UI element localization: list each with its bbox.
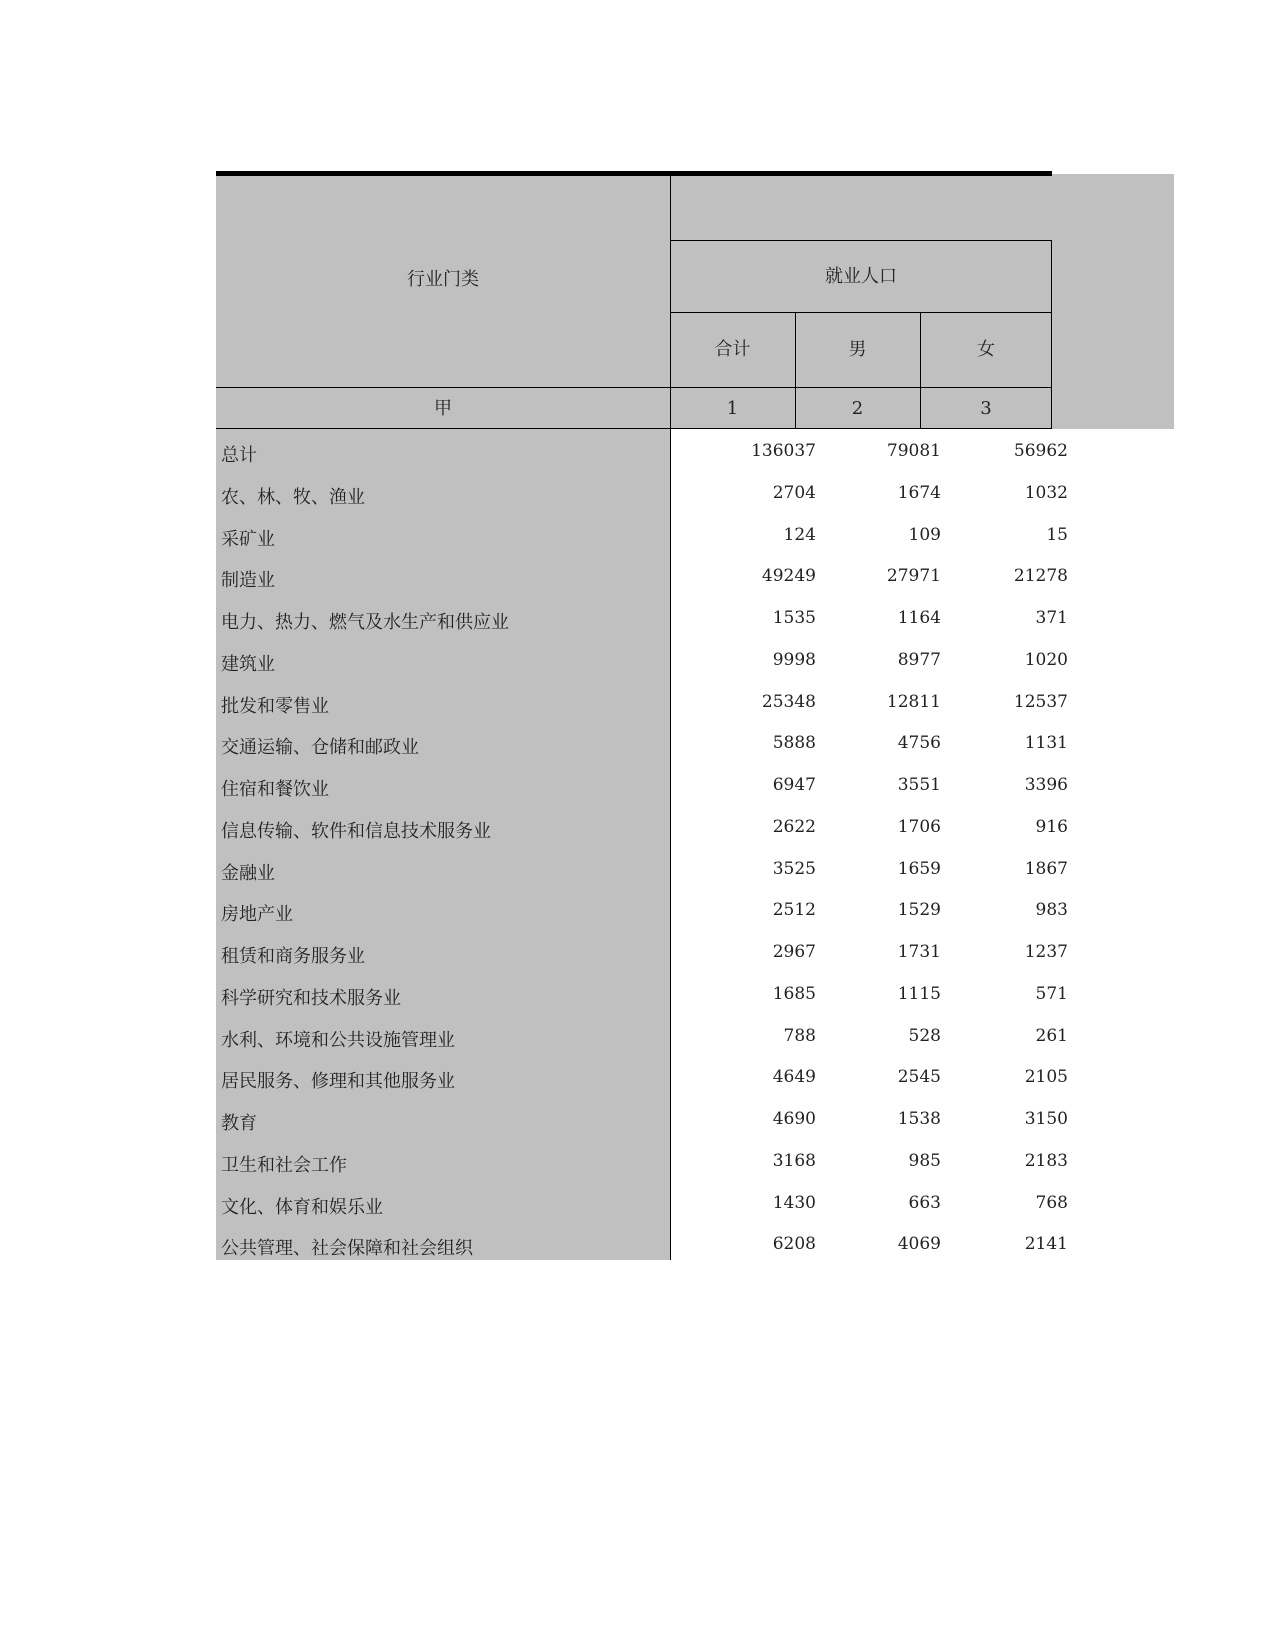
male-value: 27971 [886, 566, 941, 587]
table-row [216, 557, 1068, 599]
total-value: 4690 [772, 1109, 816, 1129]
total-value: 1685 [772, 983, 816, 1004]
total-header: 合计 [714, 339, 751, 360]
table-row [216, 1225, 1068, 1267]
row-label: 教育 [221, 1113, 257, 1134]
total-value: 3168 [772, 1150, 816, 1171]
employed-top-line [670, 240, 1052, 241]
row-label: 文化、体育和娱乐业 [221, 1196, 383, 1218]
male-value: 1731 [897, 942, 941, 962]
table-row [216, 641, 1068, 683]
total-value: 2704 [772, 482, 816, 503]
male-value: 528 [908, 1025, 941, 1046]
female-value: 56962 [1013, 441, 1068, 461]
table-row [216, 891, 1068, 933]
row-label: 制造业 [221, 570, 275, 592]
row-label: 房地产业 [221, 904, 293, 926]
table-row [216, 599, 1068, 641]
table-row [216, 766, 1068, 808]
female-value: 2183 [1024, 1150, 1068, 1171]
male-value: 663 [908, 1192, 941, 1213]
female-value: 12537 [1013, 691, 1068, 712]
index-row-top-line [216, 387, 1052, 388]
female-value: 1032 [1024, 482, 1068, 503]
female-header: 女 [977, 339, 995, 360]
row-label: 建筑业 [221, 653, 275, 675]
female-value: 21278 [1013, 566, 1068, 587]
total-value: 2622 [772, 816, 816, 837]
female-value: 571 [1035, 983, 1068, 1004]
male-value: 2545 [897, 1067, 941, 1088]
table-row [216, 1184, 1068, 1226]
header-shading [216, 174, 1174, 429]
female-value: 1237 [1024, 942, 1068, 962]
total-value: 9998 [772, 649, 816, 670]
female-value: 15 [1046, 524, 1068, 545]
row-label: 科学研究和技术服务业 [221, 987, 401, 1009]
male-value: 109 [908, 524, 941, 545]
female-value: 3150 [1024, 1109, 1068, 1129]
female-value: 2141 [1024, 1234, 1068, 1255]
row-label: 采矿业 [221, 528, 275, 550]
female-value: 916 [1035, 816, 1068, 837]
row-label: 卫生和社会工作 [221, 1154, 347, 1176]
female-value: 261 [1035, 1025, 1068, 1046]
table-row [216, 474, 1068, 516]
male-header: 男 [848, 339, 867, 360]
row-label: 租赁和商务服务业 [221, 946, 365, 967]
female-value: 1867 [1024, 858, 1068, 879]
female-value: 3396 [1024, 775, 1068, 795]
male-value: 79081 [886, 441, 941, 461]
table-row [216, 933, 1068, 975]
female-value: 1020 [1024, 649, 1068, 670]
row-label: 电力、热力、燃气及水生产和供应业 [221, 612, 509, 633]
male-value: 1706 [897, 816, 941, 837]
total-value: 6947 [772, 775, 816, 795]
male-value: 1164 [897, 608, 941, 628]
row-label: 公共管理、社会保障和社会组织 [221, 1238, 473, 1260]
total-value: 124 [783, 524, 816, 545]
total-value: 2967 [772, 942, 816, 962]
table-row [216, 1100, 1068, 1142]
total-value: 1535 [772, 608, 816, 628]
table-row [216, 432, 1068, 474]
category-header: 行业门类 [407, 269, 479, 290]
male-value: 1538 [897, 1109, 941, 1129]
table-row [216, 975, 1068, 1017]
col2-index: 2 [851, 398, 864, 419]
table-row [216, 808, 1068, 850]
row-label: 水利、环境和公共设施管理业 [221, 1029, 455, 1051]
table-row [216, 516, 1068, 558]
table-top-rule [216, 171, 1052, 176]
index-label: 甲 [434, 398, 452, 419]
table-row [216, 850, 1068, 892]
row-label: 住宿和餐饮业 [221, 779, 329, 800]
employed-bottom-line [670, 312, 1052, 313]
total-value: 25348 [761, 691, 816, 712]
female-value: 2105 [1024, 1067, 1068, 1088]
table-row [216, 1017, 1068, 1059]
table-row [216, 683, 1068, 725]
female-value: 768 [1035, 1192, 1068, 1213]
female-value: 1131 [1024, 733, 1068, 754]
male-value: 1659 [897, 858, 941, 879]
index-row-bottom-line [216, 428, 1052, 429]
total-value: 788 [783, 1025, 816, 1046]
row-label: 金融业 [221, 862, 275, 884]
row-label: 农、林、牧、渔业 [221, 486, 365, 508]
data-rows [216, 432, 1068, 1267]
male-value: 985 [908, 1150, 941, 1171]
male-value: 1529 [897, 900, 941, 921]
male-value: 4069 [897, 1234, 941, 1255]
row-label: 信息传输、软件和信息技术服务业 [221, 820, 491, 842]
total-value: 6208 [772, 1234, 816, 1255]
male-value: 8977 [897, 649, 941, 670]
female-value: 983 [1035, 900, 1068, 921]
row-label: 批发和零售业 [221, 695, 329, 717]
total-value: 49249 [761, 566, 816, 587]
male-value: 1115 [897, 983, 941, 1004]
col1-index: 1 [726, 398, 739, 419]
table-row [216, 1058, 1068, 1100]
table-row [216, 724, 1068, 766]
total-value: 5888 [772, 733, 816, 754]
row-label: 居民服务、修理和其他服务业 [221, 1071, 455, 1093]
male-value: 12811 [886, 691, 941, 712]
col3-index: 3 [980, 398, 992, 419]
total-value: 1430 [772, 1192, 816, 1213]
total-value: 4649 [772, 1067, 816, 1088]
total-value: 2512 [772, 900, 816, 921]
total-value: 136037 [751, 441, 816, 461]
row-label: 总计 [221, 445, 257, 466]
female-value: 371 [1035, 608, 1068, 628]
male-value: 4756 [897, 733, 941, 754]
total-value: 3525 [772, 858, 816, 879]
table-row [216, 1142, 1068, 1184]
male-value: 3551 [897, 775, 941, 795]
male-value: 1674 [897, 482, 941, 503]
row-label: 交通运输、仓储和邮政业 [221, 737, 419, 759]
employed-header: 就业人口 [825, 266, 897, 287]
